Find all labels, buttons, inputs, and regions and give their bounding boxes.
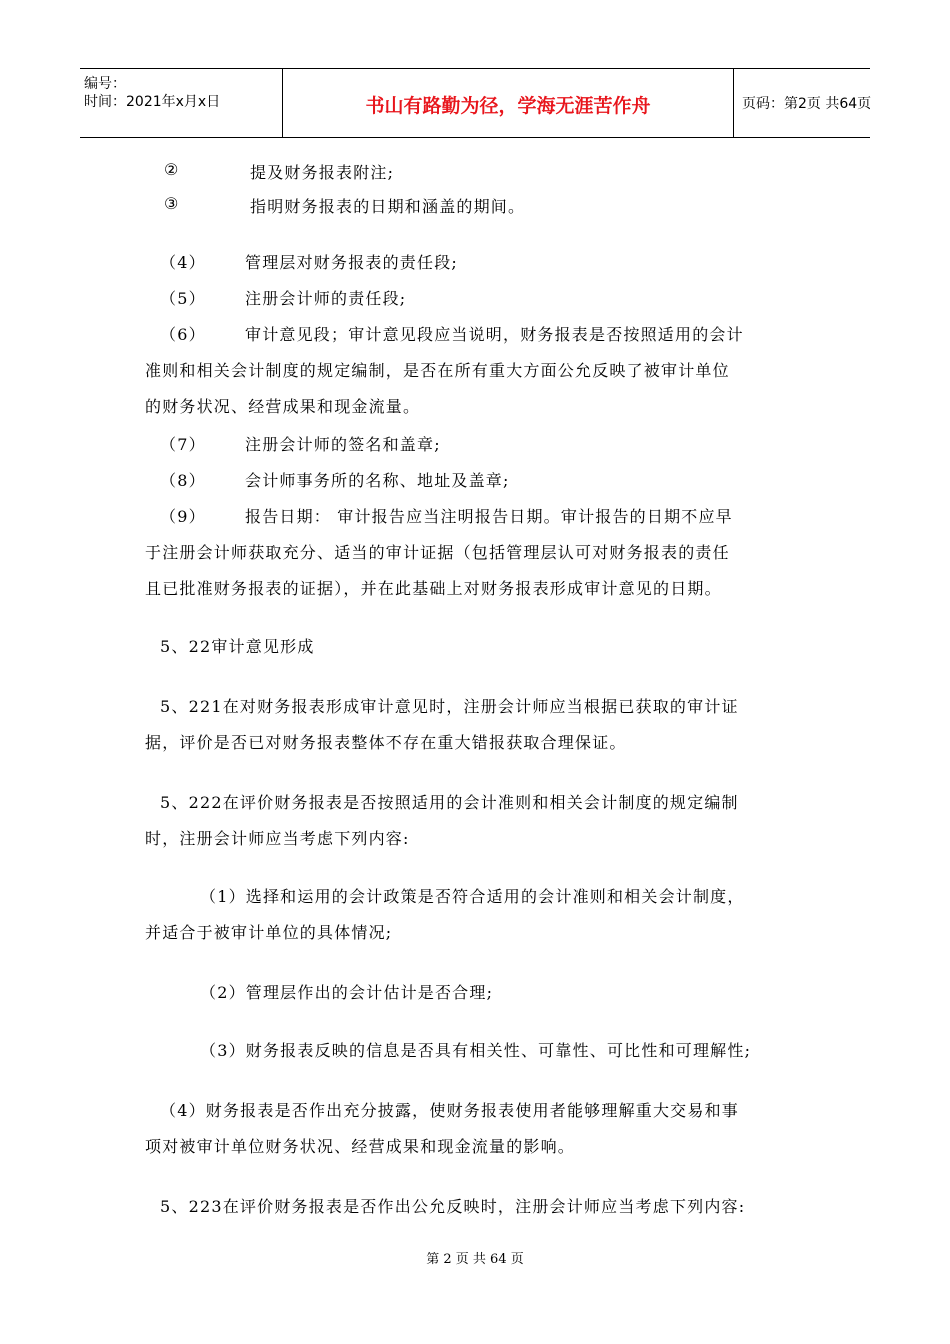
- list-marker: （6）: [160, 325, 206, 344]
- header-left-cell: [80, 69, 283, 137]
- list-item-text: 报告日期： 审计报告应当注明报告日期。审计报告的日期不应早: [245, 507, 733, 526]
- list-marker: （8）: [160, 471, 206, 490]
- paragraph-line: 的财务状况、经营成果和现金流量。: [145, 397, 421, 416]
- list-item-text: （4）财务报表是否作出充分披露，使财务报表使用者能够理解重大交易和事: [160, 1101, 739, 1120]
- list-marker: ③: [164, 194, 180, 213]
- list-item-text: 提及财务报表附注;: [250, 163, 395, 182]
- list-item-text: 指明财务报表的日期和涵盖的期间。: [250, 197, 526, 216]
- paragraph-line: 5、222在评价财务报表是否按照适用的会计准则和相关会计制度的规定编制: [160, 793, 739, 812]
- list-item-text: （2）管理层作出的会计估计是否合理;: [200, 983, 494, 1002]
- paragraph-line: 项对被审计单位财务状况、经营成果和现金流量的影响。: [145, 1137, 576, 1156]
- paragraph-line: 准则和相关会计制度的规定编制，是否在所有重大方面公允反映了被审计单位: [145, 361, 730, 380]
- page-header: [80, 68, 870, 138]
- section-heading: 5、22审计意见形成: [160, 637, 315, 656]
- paragraph-line: 据，评价是否已对财务报表整体不存在重大错报获取合理保证。: [145, 733, 627, 752]
- header-motto: 书山有路勤为径，学海无涯苦作舟: [365, 95, 651, 117]
- list-marker: （7）: [160, 435, 206, 454]
- list-marker: （4）: [160, 253, 206, 272]
- paragraph-line: 且已批准财务报表的证据），并在此基础上对财务报表形成审计意见的日期。: [145, 579, 722, 598]
- header-motto-cell: [283, 69, 734, 137]
- header-page-cell: [734, 69, 870, 137]
- page-footer: 第 2 页 共 64 页: [426, 1252, 524, 1267]
- list-item-text: 注册会计师的签名和盖章;: [245, 435, 441, 454]
- paragraph-line: 并适合于被审计单位的具体情况;: [145, 923, 393, 942]
- list-marker: （9）: [160, 507, 206, 526]
- document-number-label: 编号：: [84, 76, 126, 92]
- list-item-text: 管理层对财务报表的责任段;: [245, 253, 458, 272]
- paragraph-line: 5、221在对财务报表形成审计意见时，注册会计师应当根据已获取的审计证: [160, 697, 739, 716]
- document-date: 时间：2021年x月x日: [84, 94, 221, 110]
- list-item-text: （1）选择和运用的会计政策是否符合适用的会计准则和相关会计制度，: [200, 887, 745, 906]
- list-item-text: 注册会计师的责任段;: [245, 289, 407, 308]
- header-page-info: 页码：第2页 共64页: [742, 96, 872, 112]
- list-marker: （5）: [160, 289, 206, 308]
- list-item-text: （3）财务报表反映的信息是否具有相关性、可靠性、可比性和可理解性;: [200, 1041, 752, 1060]
- list-marker: ②: [164, 160, 180, 179]
- paragraph-line: 5、223在评价财务报表是否作出公允反映时，注册会计师应当考虑下列内容:: [160, 1197, 746, 1216]
- list-item-text: 审计意见段；审计意见段应当说明，财务报表是否按照适用的会计: [245, 325, 744, 344]
- list-item-text: 会计师事务所的名称、地址及盖章;: [245, 471, 510, 490]
- paragraph-line: 于注册会计师获取充分、适当的审计证据（包括管理层认可对财务报表的责任: [145, 543, 730, 562]
- paragraph-line: 时，注册会计师应当考虑下列内容:: [145, 829, 410, 848]
